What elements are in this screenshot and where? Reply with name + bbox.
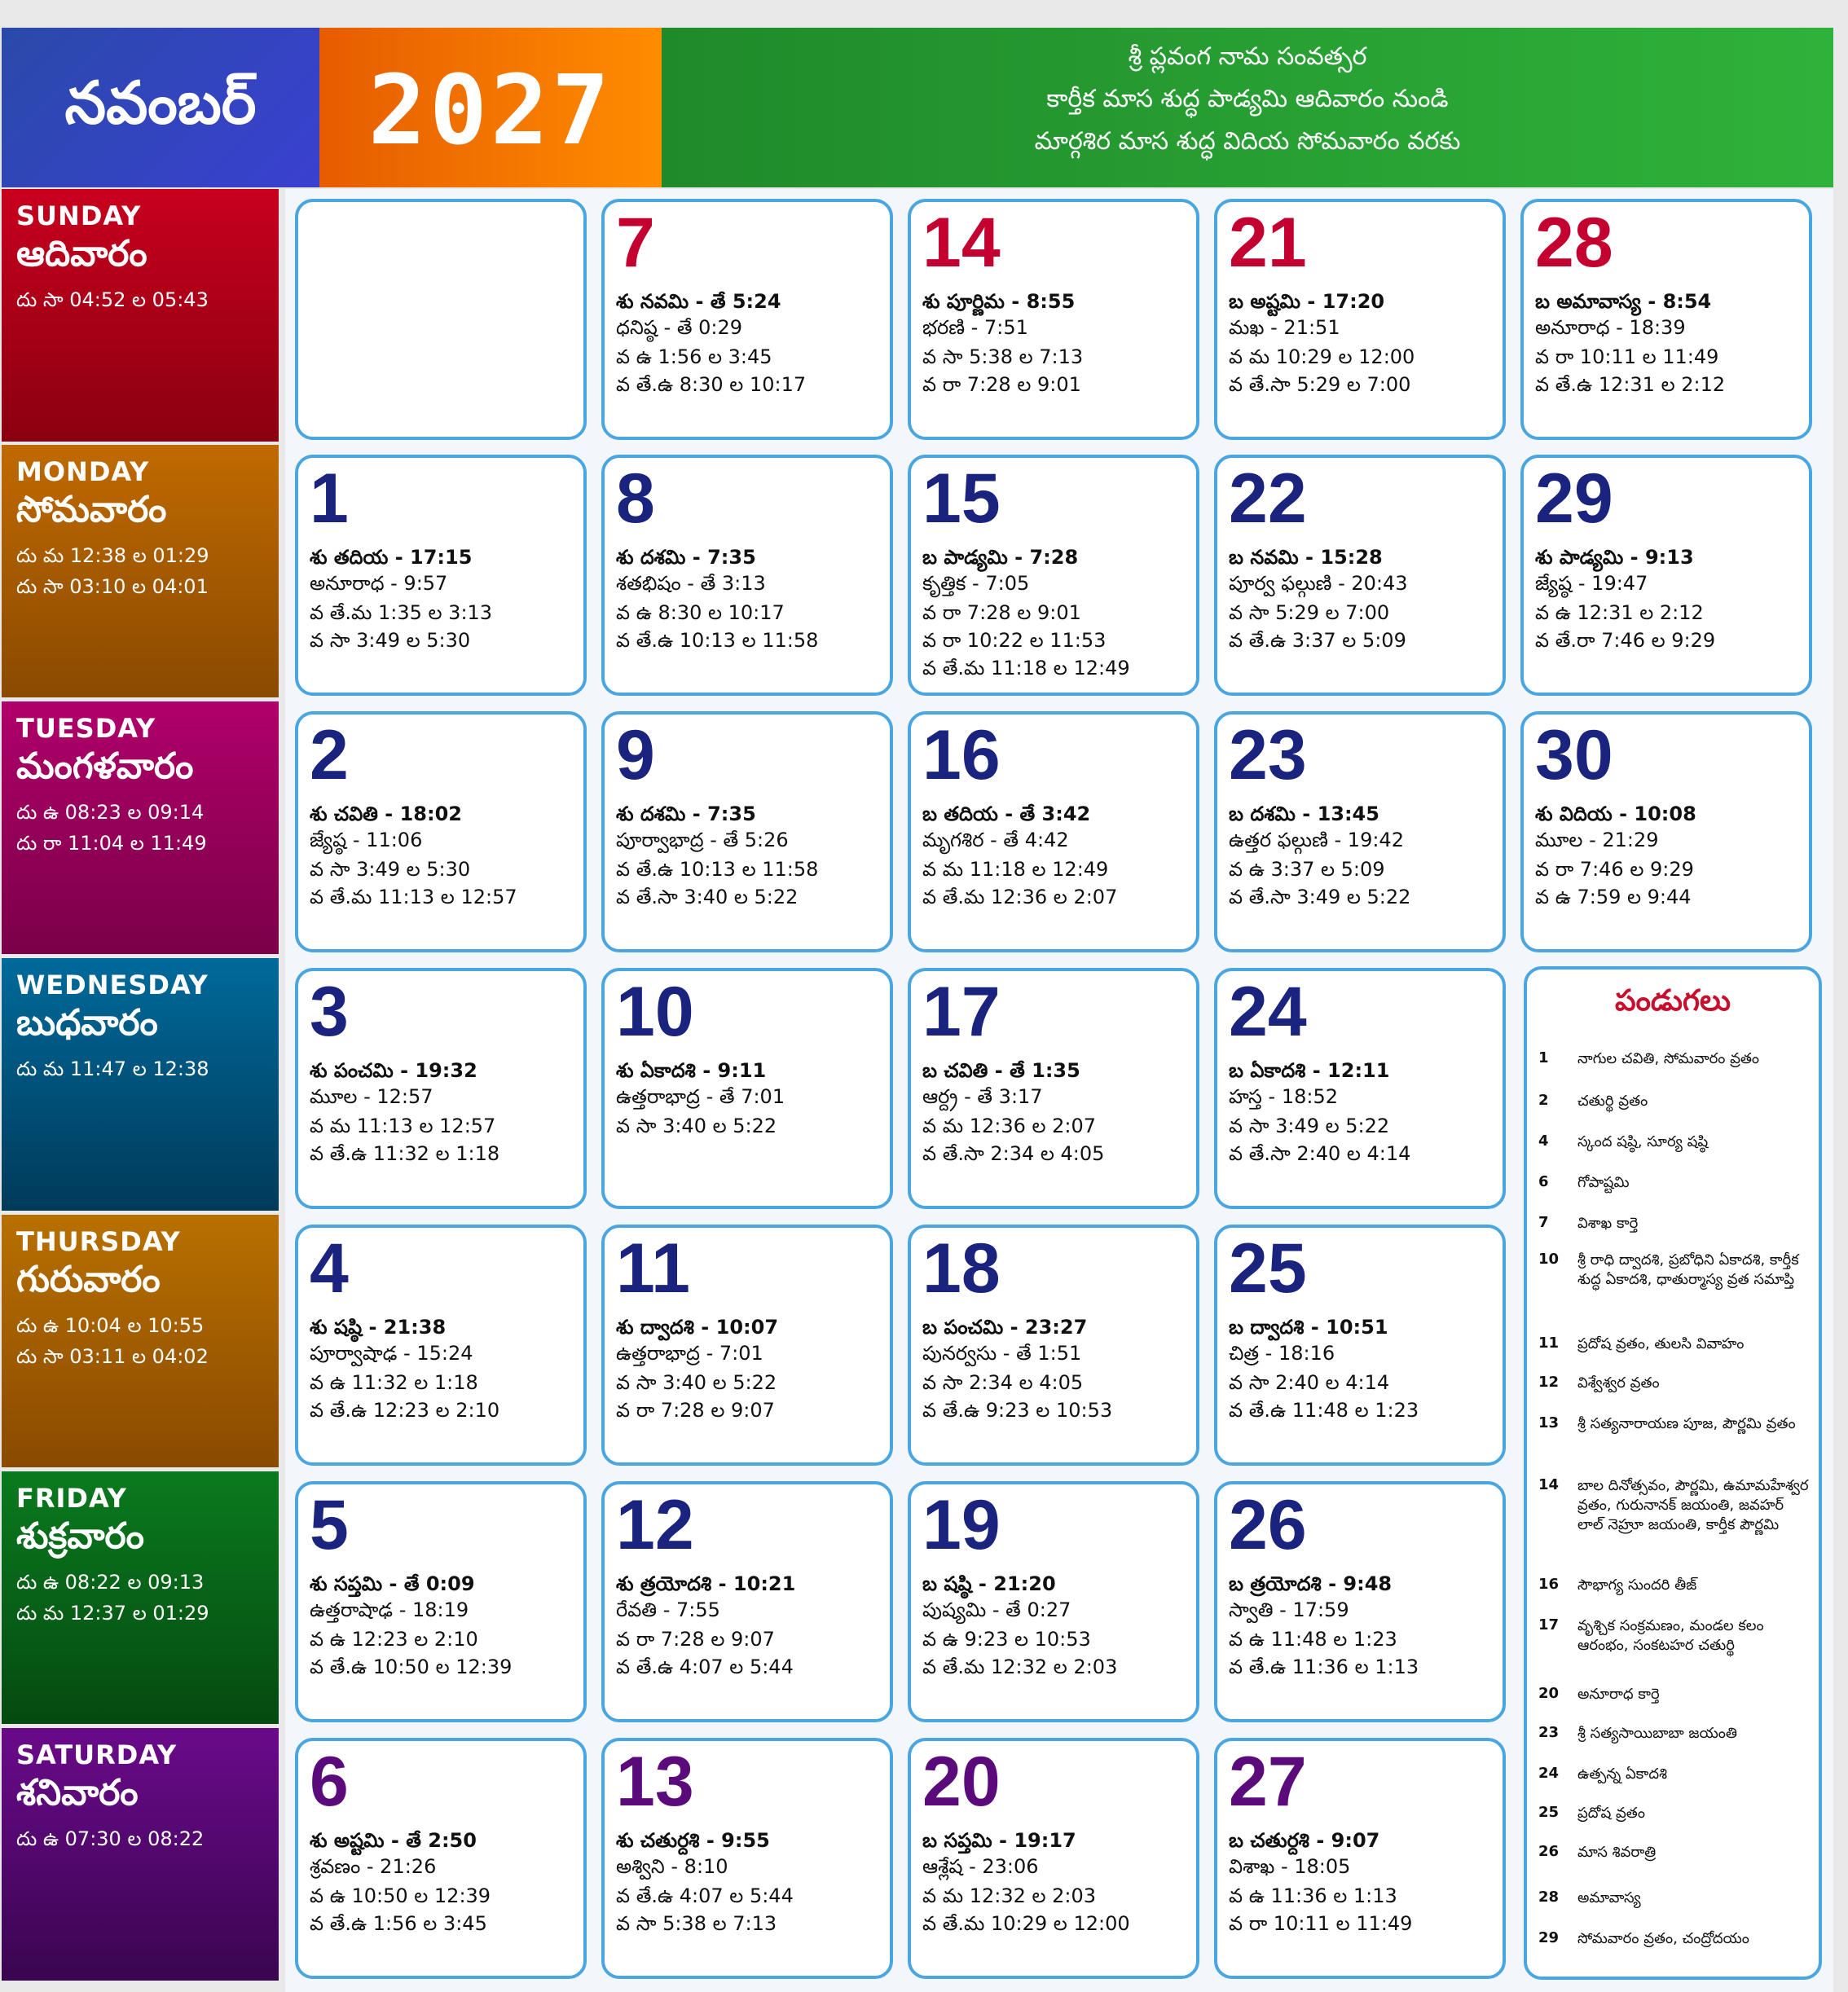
year-banner [319, 28, 662, 187]
day-number: 6 [310, 1743, 349, 1821]
festival-name: వృశ్చిక సంక్రమణం, మండల కలం ఆరంభం, సంకటహర చతుర్థి [1577, 1617, 1764, 1654]
day-cell-29[interactable] [1520, 455, 1812, 696]
varjyam-line: వ రా 7:28 ల 9:07 [616, 1399, 775, 1422]
day-cell-12[interactable] [601, 1481, 893, 1722]
varjyam-line: వ ఉ 11:48 ల 1:23 [1229, 1628, 1397, 1651]
varjyam-line: వ తే.ఉ 8:30 ల 10:17 [616, 373, 807, 396]
durmuhurtham-time: దు సా 03:10 ల 04:01 [16, 575, 209, 598]
festival-name: నాగుల చవితి, సోమవారం వ్రతం [1577, 1050, 1760, 1067]
varjyam-line: వ సా 5:29 ల 7:00 [1229, 601, 1390, 624]
nakshatra-line: ఉత్తర ఫల్గుణి - 19:42 [1229, 829, 1404, 851]
nakshatra-line: అశ్విని - 8:10 [616, 1855, 728, 1878]
nakshatra-line: పూర్వాషాఢ - 15:24 [310, 1342, 473, 1365]
festival-date: 23 [1538, 1724, 1560, 1741]
day-cell-22[interactable] [1214, 455, 1506, 696]
varjyam-line: వ సా 3:49 ల 5:30 [310, 858, 471, 881]
day-number: 15 [922, 460, 1001, 538]
day-cell-7[interactable] [601, 199, 893, 440]
nakshatra-line: అనూరాధ - 9:57 [310, 572, 448, 595]
day-cell-21[interactable] [1214, 199, 1506, 440]
day-name-te: బుధవారం [16, 1002, 158, 1044]
festival-name: బాల దినోత్సవం, పౌర్ణమి, ఉమామహేశ్వర వ్రతం, గురునానక్ జయంతి, జవహర్ లాల్ నెహ్రూ జయంతి, కార్తీక పౌర్ణమి [1577, 1477, 1809, 1533]
tithi-line: బ షష్ఠి - 21:20 [922, 1572, 1056, 1595]
varjyam-line: వ సా 3:40 ల 5:22 [616, 1371, 777, 1394]
festival-date: 17 [1538, 1616, 1560, 1634]
tithi-line: శు తదియ - 17:15 [310, 546, 473, 569]
tithi-line: శు నవమి - తే 5:24 [616, 290, 781, 313]
nakshatra-line: శ్రవణం - 21:26 [310, 1855, 437, 1878]
varjyam-line: వ ఉ 9:23 ల 10:53 [922, 1628, 1091, 1651]
day-cell-5[interactable] [295, 1481, 587, 1722]
nakshatra-line: ఉత్తరాభాద్ర - 7:01 [616, 1342, 763, 1365]
festival-name: అనూరాధ కార్తె [1577, 1686, 1660, 1703]
tithi-line: శు చవితి - 18:02 [310, 803, 462, 825]
day-cell-17[interactable] [908, 968, 1199, 1209]
day-number: 9 [616, 716, 655, 794]
tithi-line: బ అష్టమి - 17:20 [1229, 290, 1385, 313]
day-number: 29 [1535, 460, 1613, 538]
festival-date: 1 [1538, 1049, 1549, 1066]
day-number: 13 [616, 1743, 694, 1821]
empty-day-cell [295, 199, 587, 440]
day-number: 14 [922, 204, 1001, 282]
varjyam-line: వ తే.సా 3:40 ల 5:22 [616, 886, 799, 908]
day-cell-11[interactable] [601, 1225, 893, 1466]
nakshatra-line: భరణి - 7:51 [922, 316, 1028, 339]
day-cell-20[interactable] [908, 1738, 1199, 1979]
day-number: 19 [922, 1486, 1001, 1564]
nakshatra-line: మఖ - 21:51 [1229, 316, 1340, 339]
festival-name: చతుర్థి వ్రతం [1577, 1093, 1648, 1110]
day-number: 1 [310, 460, 349, 538]
day-name-te: శుక్రవారం [16, 1515, 144, 1557]
day-number: 24 [1229, 973, 1307, 1051]
varjyam-line: వ మ 12:36 ల 2:07 [922, 1115, 1097, 1137]
varjyam-line: వ తే.మ 10:29 ల 12:00 [922, 1912, 1130, 1935]
day-number: 18 [922, 1229, 1001, 1308]
nakshatra-line: మూల - 21:29 [1535, 829, 1659, 851]
day-number: 8 [616, 460, 655, 538]
varjyam-line: వ తే.ఉ 4:07 ల 5:44 [616, 1884, 794, 1907]
tithi-line: శు దశమి - 7:35 [616, 803, 756, 825]
day-cell-3[interactable] [295, 968, 587, 1209]
festival-name: ప్రదోష వ్రతం [1577, 1805, 1645, 1822]
day-cell-27[interactable] [1214, 1738, 1506, 1979]
varjyam-line: వ తే.ఉ 12:31 ల 2:12 [1535, 373, 1726, 396]
nakshatra-line: పూర్వాభాద్ర - తే 5:26 [616, 829, 789, 851]
day-cell-15[interactable] [908, 455, 1199, 696]
nakshatra-line: పుష్యమి - తే 0:27 [922, 1598, 1071, 1621]
day-number: 16 [922, 716, 1001, 794]
festival-date: 4 [1538, 1132, 1549, 1150]
day-name-te: సోమవారం [16, 489, 167, 530]
day-name-te: మంగళవారం [16, 745, 194, 787]
day-cell-30[interactable] [1520, 711, 1812, 952]
day-cell-16[interactable] [908, 711, 1199, 952]
varjyam-line: వ రా 10:11 ల 11:49 [1535, 345, 1719, 368]
festival-name: శ్రీ సత్యసాయిబాబా జయంతి [1577, 1725, 1737, 1742]
tithi-line: శు ద్వాదశి - 10:07 [616, 1316, 779, 1339]
day-name-en: WEDNESDAY [16, 970, 209, 1000]
tithi-line: బ తదియ - తే 3:42 [922, 803, 1091, 825]
day-cell-1[interactable] [295, 455, 587, 696]
varjyam-line: వ మ 11:18 ల 12:49 [922, 858, 1109, 881]
tithi-line: శు విదియ - 10:08 [1535, 803, 1696, 825]
tithi-line: బ పంచమి - 23:27 [922, 1316, 1088, 1339]
durmuhurtham-time: దు మ 12:38 ల 01:29 [16, 544, 209, 567]
day-number: 3 [310, 973, 349, 1051]
varjyam-line: వ తే.మ 11:13 ల 12:57 [310, 886, 517, 908]
nakshatra-line: జ్యేష్ఠ - 19:47 [1535, 572, 1648, 595]
festival-date: 14 [1538, 1476, 1560, 1493]
day-name-en: THURSDAY [16, 1226, 181, 1257]
festival-name: మాస శివరాత్రి [1577, 1844, 1657, 1861]
durmuhurtham-time: దు మ 12:37 ల 01:29 [16, 1602, 209, 1625]
festival-name: ప్రదోష వ్రతం, తులసి వివాహం [1577, 1335, 1745, 1352]
varjyam-line: వ రా 7:28 ల 9:01 [922, 373, 1081, 396]
tithi-line: బ ద్వాదశి - 10:51 [1229, 1316, 1388, 1339]
nakshatra-line: ఆర్ద్ర - తే 3:17 [922, 1085, 1043, 1108]
varjyam-line: వ తే.ఉ 10:13 ల 11:58 [616, 858, 819, 881]
day-cell-10[interactable] [601, 968, 893, 1209]
month-title: నవంబర్ [64, 68, 257, 137]
nakshatra-line: పూర్వ ఫల్గుణి - 20:43 [1229, 572, 1408, 595]
day-cell-24[interactable] [1214, 968, 1506, 1209]
varjyam-line: వ తే.ఉ 4:07 ల 5:44 [616, 1656, 794, 1678]
durmuhurtham-time: దు ఉ 10:04 ల 10:55 [16, 1314, 205, 1337]
durmuhurtham-time: దు రా 11:04 ల 11:49 [16, 832, 207, 855]
day-name-en: FRIDAY [16, 1483, 127, 1514]
year-title: 2027 [367, 54, 614, 166]
tithi-line: శు చతుర్దశి - 9:55 [616, 1829, 770, 1852]
day-header-thursday [2, 1215, 279, 1467]
varjyam-line: వ తే.సా 2:34 ల 4:05 [922, 1142, 1105, 1165]
day-header-wednesday [2, 958, 279, 1211]
festival-date: 16 [1538, 1576, 1560, 1593]
day-number: 28 [1535, 204, 1613, 282]
samvatsara-line: శ్రీ ప్లవంగ నామ సంవత్సర [1128, 42, 1367, 71]
day-number: 22 [1229, 460, 1307, 538]
varjyam-line: వ ఉ 1:56 ల 3:45 [616, 345, 772, 368]
day-header-saturday [2, 1728, 279, 1981]
varjyam-line: వ ఉ 3:37 ల 5:09 [1229, 858, 1385, 881]
festival-date: 24 [1538, 1765, 1560, 1782]
festival-name: విశాఖ కార్తె [1577, 1215, 1639, 1232]
festival-name: సోమవారం వ్రతం, చంద్రోదయం [1577, 1930, 1749, 1947]
varjyam-line: వ తే.ఉ 3:37 ల 5:09 [1229, 629, 1406, 652]
nakshatra-line: కృత్తిక - 7:05 [922, 572, 1030, 595]
varjyam-line: వ సా 5:38 ల 7:13 [922, 345, 1084, 368]
day-number: 17 [922, 973, 1001, 1051]
festival-date: 28 [1538, 1889, 1560, 1906]
tithi-line: శు అష్టమి - తే 2:50 [310, 1829, 477, 1852]
nakshatra-line: అనూరాధ - 18:39 [1535, 316, 1686, 339]
day-cell-14[interactable] [908, 199, 1199, 440]
festival-name: స్కంద షష్ఠి, సూర్య షష్ఠి [1577, 1133, 1709, 1150]
day-number: 27 [1229, 1743, 1307, 1821]
tithi-line: బ దశమి - 13:45 [1229, 803, 1379, 825]
nakshatra-line: శతభిషం - తే 3:13 [616, 572, 766, 595]
tithi-line: బ సప్తమి - 19:17 [922, 1829, 1076, 1852]
nakshatra-line: ఉత్తరాభాద్ర - తే 7:01 [616, 1085, 785, 1108]
nakshatra-line: విశాఖ - 18:05 [1229, 1855, 1351, 1878]
nakshatra-line: ఉత్తరాషాఢ - 18:19 [310, 1598, 469, 1621]
nakshatra-line: స్వాతి - 17:59 [1229, 1598, 1349, 1621]
varjyam-line: వ తే.రా 7:46 ల 9:29 [1535, 629, 1716, 652]
festival-date: 12 [1538, 1374, 1560, 1391]
varjyam-line: వ తే.మ 11:18 ల 12:49 [922, 657, 1130, 679]
nakshatra-line: హస్త - 18:52 [1229, 1085, 1338, 1108]
varjyam-line: వ తే.సా 2:40 ల 4:14 [1229, 1142, 1411, 1165]
festival-name: విశ్వేశ్వర వ్రతం [1577, 1374, 1660, 1392]
festival-name: శ్రీ రాధి ద్వాదశి, ప్రబోధిని ఏకాదశి, కార్తీక శుద్ధ ఏకాదశి, ధాతుర్మాస్య వ్రత సమాప్తి [1577, 1251, 1799, 1288]
festivals-panel [1524, 966, 1822, 1980]
varjyam-line: వ ఉ 11:32 ల 1:18 [310, 1371, 478, 1394]
festival-name: సౌభాగ్య సుందరి తీజ్ [1577, 1576, 1697, 1594]
nakshatra-line: రేవతి - 7:55 [616, 1598, 720, 1621]
tithi-line: శు ఏకాదశి - 9:11 [616, 1059, 767, 1082]
tithi-line: బ చవితి - తే 1:35 [922, 1059, 1080, 1082]
varjyam-line: వ సా 2:34 ల 4:05 [922, 1371, 1084, 1394]
varjyam-line: వ ఉ 11:36 ల 1:13 [1229, 1884, 1397, 1907]
day-header-friday [2, 1471, 279, 1724]
day-name-te: శనివారం [16, 1772, 139, 1814]
day-number: 4 [310, 1229, 349, 1308]
festival-name: గోపాష్టమి [1577, 1174, 1630, 1191]
nakshatra-line: మృగశిర - తే 4:42 [922, 829, 1069, 851]
day-name-en: SUNDAY [16, 200, 142, 231]
festival-date: 29 [1538, 1929, 1560, 1946]
festival-name: శ్రీ సత్యనారాయణ పూజ, పౌర్ణమి వ్రతం [1577, 1415, 1796, 1432]
tithi-line: బ చతుర్దశి - 9:07 [1229, 1829, 1380, 1852]
varjyam-line: వ ఉ 7:59 ల 9:44 [1535, 886, 1692, 908]
day-name-te: గురువారం [16, 1259, 161, 1300]
tithi-line: శు పంచమి - 19:32 [310, 1059, 477, 1082]
festival-date: 10 [1538, 1251, 1560, 1268]
day-number: 26 [1229, 1486, 1307, 1564]
day-number: 10 [616, 973, 694, 1051]
festival-date: 26 [1538, 1843, 1560, 1860]
day-cell-25[interactable] [1214, 1225, 1506, 1466]
month-range-end: మార్గశిర మాస శుద్ధ విదియ సోమవారం వరకు [1034, 127, 1461, 156]
day-cell-26[interactable] [1214, 1481, 1506, 1722]
day-number: 2 [310, 716, 349, 794]
varjyam-line: వ తే.మ 12:36 ల 2:07 [922, 886, 1118, 908]
day-cell-18[interactable] [908, 1225, 1199, 1466]
nakshatra-line: చిత్ర - 18:16 [1229, 1342, 1335, 1365]
day-cell-23[interactable] [1214, 711, 1506, 952]
day-header-sunday [2, 189, 279, 442]
day-name-en: TUESDAY [16, 713, 156, 744]
day-cell-28[interactable] [1520, 199, 1812, 440]
day-number: 11 [616, 1229, 690, 1308]
day-number: 25 [1229, 1229, 1307, 1308]
tithi-line: శు త్రయోదశి - 10:21 [616, 1572, 796, 1595]
varjyam-line: వ తే.మ 1:35 ల 3:13 [310, 601, 493, 624]
varjyam-line: వ తే.మ 12:32 ల 2:03 [922, 1656, 1118, 1678]
durmuhurtham-time: దు ఉ 07:30 ల 08:22 [16, 1827, 205, 1850]
varjyam-line: వ సా 5:38 ల 7:13 [616, 1912, 777, 1935]
festival-name: ఉత్పన్న ఏకాదశి [1577, 1766, 1668, 1783]
varjyam-line: వ సా 3:49 ల 5:22 [1229, 1115, 1390, 1137]
varjyam-line: వ రా 7:28 ల 9:07 [616, 1628, 775, 1651]
varjyam-line: వ రా 10:22 ల 11:53 [922, 629, 1107, 652]
day-cell-2[interactable] [295, 711, 587, 952]
varjyam-line: వ సా 3:40 ల 5:22 [616, 1115, 777, 1137]
varjyam-line: వ మ 10:29 ల 12:00 [1229, 345, 1415, 368]
tithi-line: శు షష్ఠి - 21:38 [310, 1316, 447, 1339]
varjyam-line: వ ఉ 10:50 ల 12:39 [310, 1884, 491, 1907]
varjyam-line: వ ఉ 12:31 ల 2:12 [1535, 601, 1704, 624]
day-number: 21 [1229, 204, 1307, 282]
durmuhurtham-time: దు సా 03:11 ల 04:02 [16, 1345, 209, 1368]
festival-date: 11 [1538, 1335, 1560, 1352]
varjyam-line: వ తే.ఉ 11:36 ల 1:13 [1229, 1656, 1419, 1678]
varjyam-line: వ తే.ఉ 10:50 ల 12:39 [310, 1656, 513, 1678]
day-name-en: SATURDAY [16, 1739, 178, 1770]
day-cell-6[interactable] [295, 1738, 587, 1979]
day-header-tuesday [2, 701, 279, 954]
tithi-line: బ ఏకాదశి - 12:11 [1229, 1059, 1390, 1082]
day-number: 23 [1229, 716, 1307, 794]
day-cell-8[interactable] [601, 455, 893, 696]
tithi-line: శు పూర్ణిమ - 8:55 [922, 290, 1076, 313]
day-header-monday [2, 445, 279, 697]
tithi-line: బ త్రయోదశి - 9:48 [1229, 1572, 1393, 1595]
varjyam-line: వ తే.ఉ 10:13 ల 11:58 [616, 629, 819, 652]
varjyam-line: వ రా 7:28 ల 9:01 [922, 601, 1081, 624]
tithi-line: బ నవమి - 15:28 [1229, 546, 1383, 569]
day-number: 7 [616, 204, 655, 282]
festival-date: 13 [1538, 1414, 1560, 1431]
festival-date: 6 [1538, 1173, 1549, 1190]
day-number: 30 [1535, 716, 1613, 794]
month-banner [2, 28, 319, 187]
day-number: 12 [616, 1486, 694, 1564]
tithi-line: శు దశమి - 7:35 [616, 546, 756, 569]
nakshatra-line: ఆశ్లేష - 23:06 [922, 1855, 1039, 1878]
varjyam-line: వ తే.సా 3:49 ల 5:22 [1229, 886, 1411, 908]
day-number: 5 [310, 1486, 349, 1564]
festival-date: 25 [1538, 1804, 1560, 1821]
nakshatra-line: పునర్వసు - తే 1:51 [922, 1342, 1082, 1365]
tithi-line: శు పాడ్యమి - 9:13 [1535, 546, 1694, 569]
varjyam-line: వ సా 2:40 ల 4:14 [1229, 1371, 1390, 1394]
varjyam-line: వ తే.సా 5:29 ల 7:00 [1229, 373, 1411, 396]
calendar-header [0, 28, 1835, 187]
durmuhurtham-time: దు ఉ 08:22 ల 09:13 [16, 1571, 205, 1594]
varjyam-line: వ రా 10:11 ల 11:49 [1229, 1912, 1413, 1935]
day-number: 20 [922, 1743, 1001, 1821]
day-name-en: MONDAY [16, 456, 150, 487]
day-cell-19[interactable] [908, 1481, 1199, 1722]
varjyam-line: వ రా 7:46 ల 9:29 [1535, 858, 1694, 881]
tithi-line: బ అమావాస్య - 8:54 [1535, 290, 1712, 313]
varjyam-line: వ తే.ఉ 11:32 ల 1:18 [310, 1142, 500, 1165]
varjyam-line: వ మ 11:13 ల 12:57 [310, 1115, 496, 1137]
durmuhurtham-time: దు మ 11:47 ల 12:38 [16, 1058, 209, 1080]
festivals-title: పండుగలు [1615, 984, 1731, 1018]
festival-date: 2 [1538, 1092, 1549, 1109]
varjyam-line: వ తే.ఉ 11:48 ల 1:23 [1229, 1399, 1419, 1422]
varjyam-line: వ సా 3:49 ల 5:30 [310, 629, 471, 652]
day-cell-9[interactable] [601, 711, 893, 952]
varjyam-line: వ ఉ 8:30 ల 10:17 [616, 601, 785, 624]
tithi-line: బ పాడ్యమి - 7:28 [922, 546, 1079, 569]
nakshatra-line: మూల - 12:57 [310, 1085, 433, 1108]
nakshatra-line: జ్యేష్ఠ - 11:06 [310, 829, 423, 851]
durmuhurtham-time: దు సా 04:52 ల 05:43 [16, 288, 209, 311]
tithi-line: శు సప్తమి - తే 0:09 [310, 1572, 475, 1595]
nakshatra-line: ధనిష్ఠ - తే 0:29 [616, 316, 743, 339]
day-name-te: ఆదివారం [16, 233, 147, 275]
varjyam-line: వ తే.ఉ 1:56 ల 3:45 [310, 1912, 487, 1935]
varjyam-line: వ తే.ఉ 12:23 ల 2:10 [310, 1399, 500, 1422]
varjyam-line: వ మ 12:32 ల 2:03 [922, 1884, 1097, 1907]
festival-name: అమావాస్య [1577, 1889, 1641, 1906]
day-cell-13[interactable] [601, 1738, 893, 1979]
day-cell-4[interactable] [295, 1225, 587, 1466]
festival-date: 20 [1538, 1685, 1560, 1702]
durmuhurtham-time: దు ఉ 08:23 ల 09:14 [16, 801, 205, 824]
month-range-start: కార్తీక మాస శుద్ధ పాడ్యమి ఆదివారం నుండి [1046, 85, 1449, 113]
festival-date: 7 [1538, 1214, 1549, 1231]
varjyam-line: వ తే.ఉ 9:23 ల 10:53 [922, 1399, 1113, 1422]
samvatsara-banner [662, 28, 1833, 187]
varjyam-line: వ ఉ 12:23 ల 2:10 [310, 1628, 478, 1651]
